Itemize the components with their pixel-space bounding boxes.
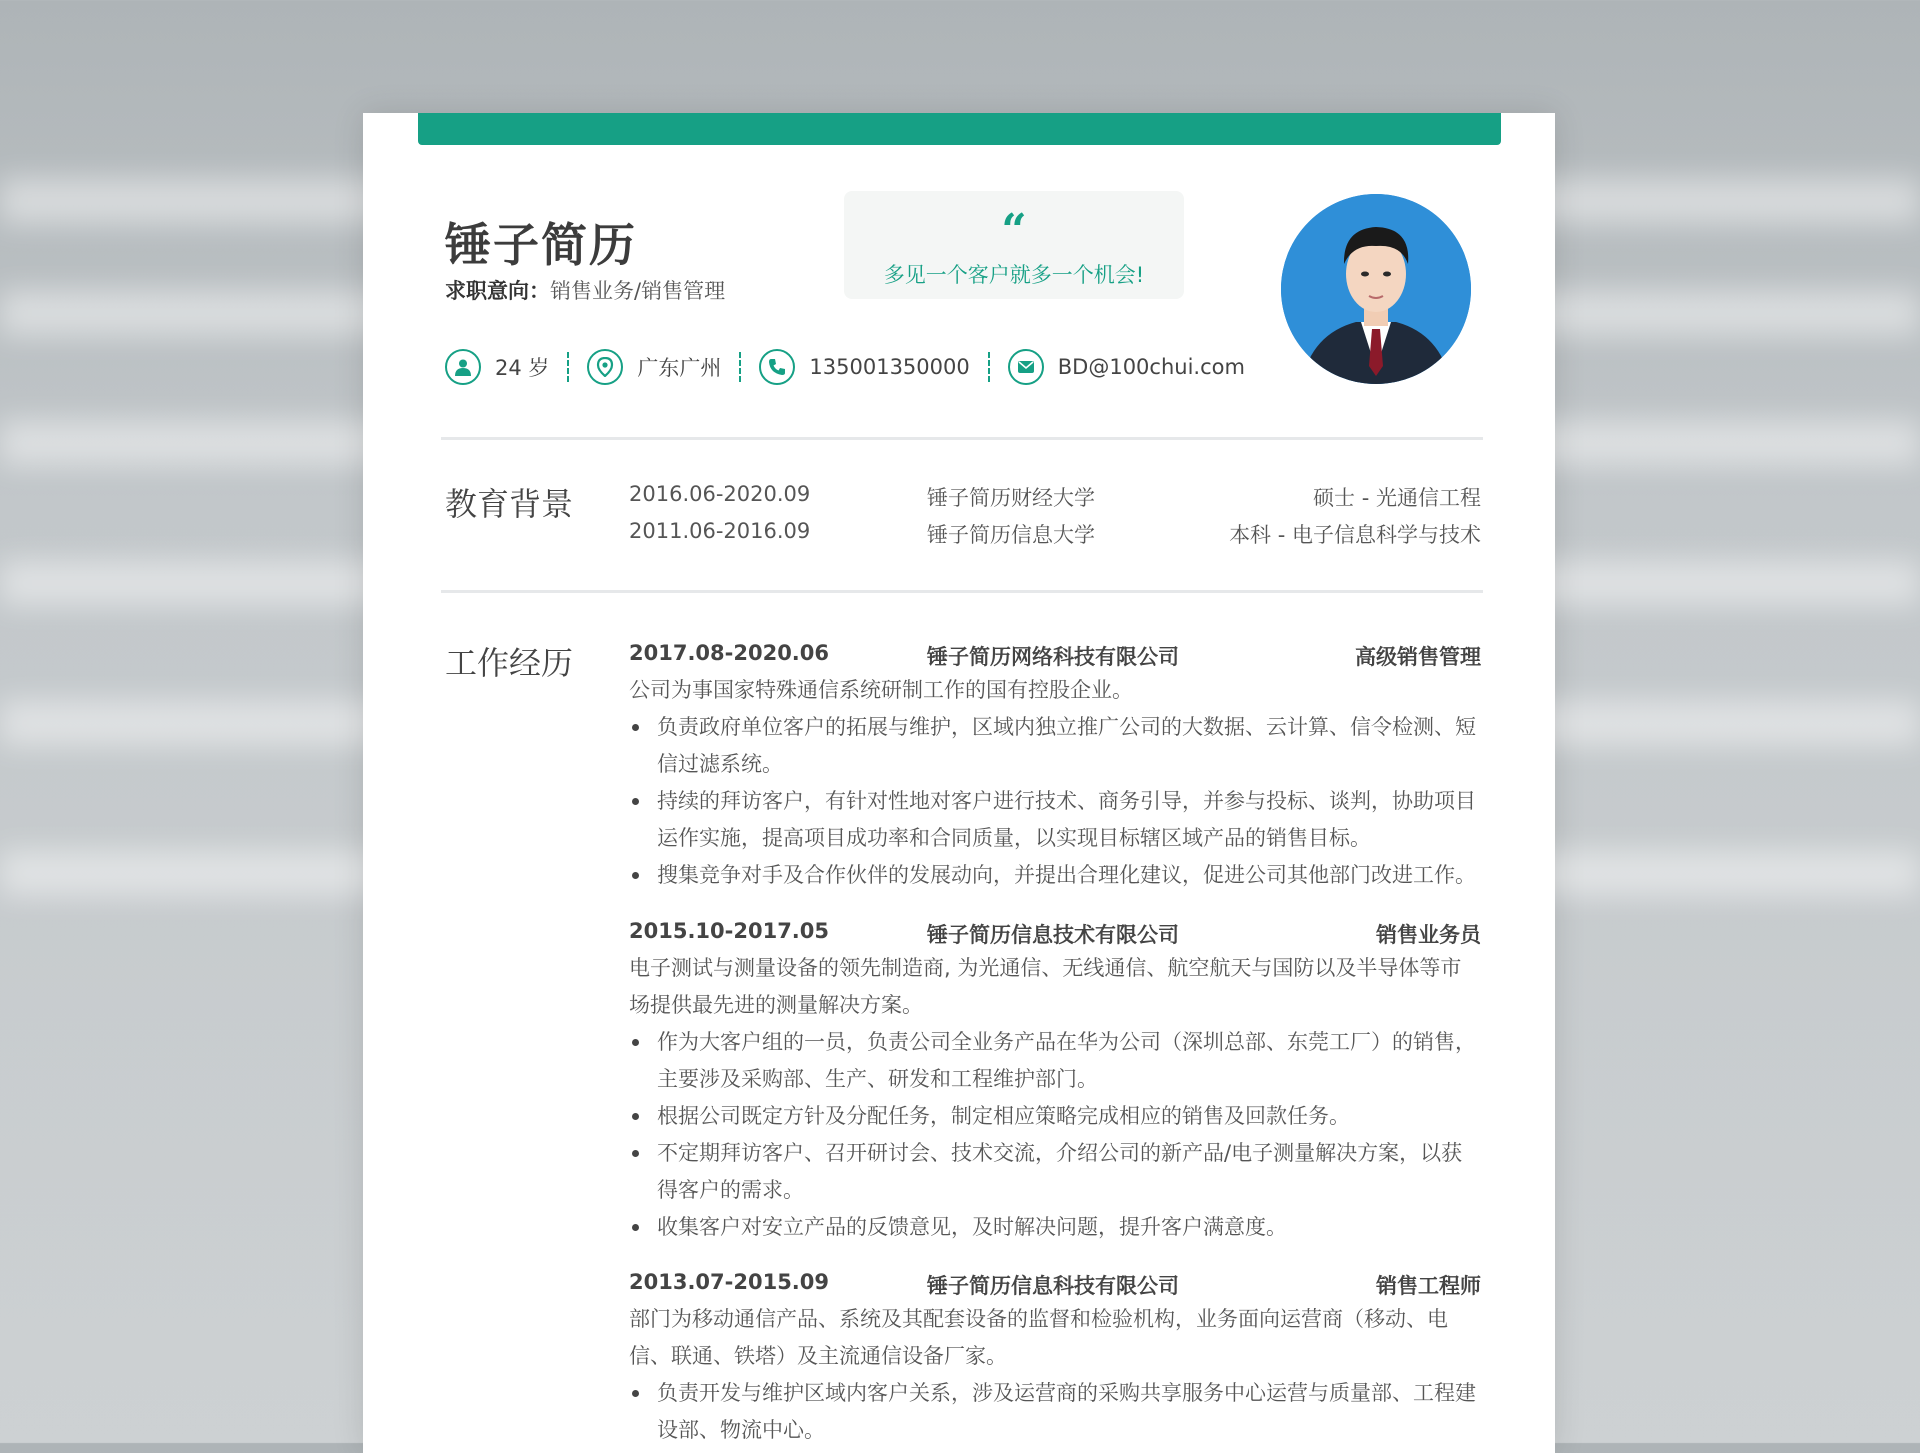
list-item: 作为大客户组的一员，负责公司全业务产品在华为公司（深圳总部、东莞工厂）的销售，主要涉及采购部、生产、研发和工程维护部门。 [629,1024,1481,1098]
portrait-photo [1281,194,1471,384]
job-role: 销售业务员 [1376,923,1481,947]
motto-text: 多见一个客户就多一个机会! [883,263,1145,287]
divider [988,352,990,382]
phone-icon [759,349,795,385]
list-item: 收集客户对安立产品的反馈意见，及时解决问题，提升客户满意度。 [629,1209,1481,1246]
mail-icon [1008,349,1044,385]
job-role: 高级销售管理 [1355,645,1481,669]
job-date: 2015.10-2017.05 [629,919,830,943]
email-text: BD@100chui.com [1057,355,1245,379]
job-bullets [629,1375,1481,1449]
age-text: 24 岁 [495,356,550,380]
contact-location [587,349,721,385]
list-item: 根据公司既定方针及分配任务，制定相应策略完成相应的销售及回款任务。 [629,1098,1481,1135]
job-role: 销售工程师 [1376,1274,1481,1298]
location-text: 广东广州 [637,356,722,380]
job-header [629,641,1481,671]
edu-school: 锤子简历财经大学 [927,486,1095,510]
education-row [629,482,1481,512]
contact-age [445,349,549,385]
edu-degree: 本科 - 电子信息科学与技术 [1229,523,1481,547]
motto-box [844,191,1184,299]
list-item: 搜集竞争对手及合作伙伴的发展动向，并提出合理化建议，促进公司其他部门改进工作。 [629,857,1481,894]
list-item: 负责开发与维护区域内客户关系，涉及运营商的采购共享服务中心运营与质量部、工程建设部、物流中心。 [629,1375,1481,1449]
job-description: 电子测试与测量设备的领先制造商, 为光通信、无线通信、航空航天与国防以及半导体等市场提供最先进的测量解决方案。 [629,956,1462,1017]
job-header [629,1270,1481,1300]
education-title: 教育背景 [445,485,574,523]
job-date: 2017.08-2020.06 [629,641,830,665]
edu-degree: 硕士 - 光通信工程 [1313,486,1481,510]
accent-top-bar [418,113,1501,145]
quote-icon: “ [1001,205,1027,256]
resume-name: 锤子简历 [445,218,637,272]
section-divider [441,437,1483,440]
job-intent-label: 求职意向： [445,279,550,303]
list-item: 持续的拜访客户，有针对性地对客户进行技术、商务引导，并参与投标、谈判，协助项目运作实施，提高项目成功率和合同质量，以实现目标辖区域产品的销售目标。 [629,783,1481,857]
job-description: 部门为移动通信产品、系统及其配套设备的监督和检验机构，业务面向运营商（移动、电信、联通、铁塔）及主流通信设备厂家。 [629,1307,1448,1368]
contact-email [1008,349,1245,385]
work-title: 工作经历 [445,644,574,682]
education-row [629,519,1481,549]
job-bullets [629,709,1481,894]
job-description: 公司为事国家特殊通信系统研制工作的国有控股企业。 [629,678,1133,702]
section-divider [441,590,1483,593]
contact-phone [759,349,969,385]
divider [567,352,569,382]
job-date: 2013.07-2015.09 [629,1270,830,1294]
list-item: 负责政府单位客户的拓展与维护，区域内独立推广公司的大数据、云计算、信令检测、短信过滤系统。 [629,709,1481,783]
user-icon [445,349,481,385]
job-company: 锤子简历信息技术有限公司 [927,923,1179,947]
job-header [629,919,1481,949]
list-item: 不定期拜访客户、召开研讨会、技术交流，介绍公司的新产品/电子测量解决方案，以获得客户的需求。 [629,1135,1481,1209]
avatar [1281,194,1471,384]
edu-school: 锤子简历信息大学 [927,523,1095,547]
resume-page [363,113,1555,1453]
divider [739,352,741,382]
phone-text: 135001350000 [809,355,970,379]
job-bullets [629,1024,1481,1246]
job-intent [445,275,725,305]
location-pin-icon [587,349,623,385]
job-intent-value: 销售业务/销售管理 [550,279,726,303]
job-company: 锤子简历网络科技有限公司 [927,645,1179,669]
edu-date: 2011.06-2016.09 [629,519,811,543]
contact-bar [445,347,1245,387]
job-company: 锤子简历信息科技有限公司 [927,1274,1179,1298]
edu-date: 2016.06-2020.09 [629,482,811,506]
